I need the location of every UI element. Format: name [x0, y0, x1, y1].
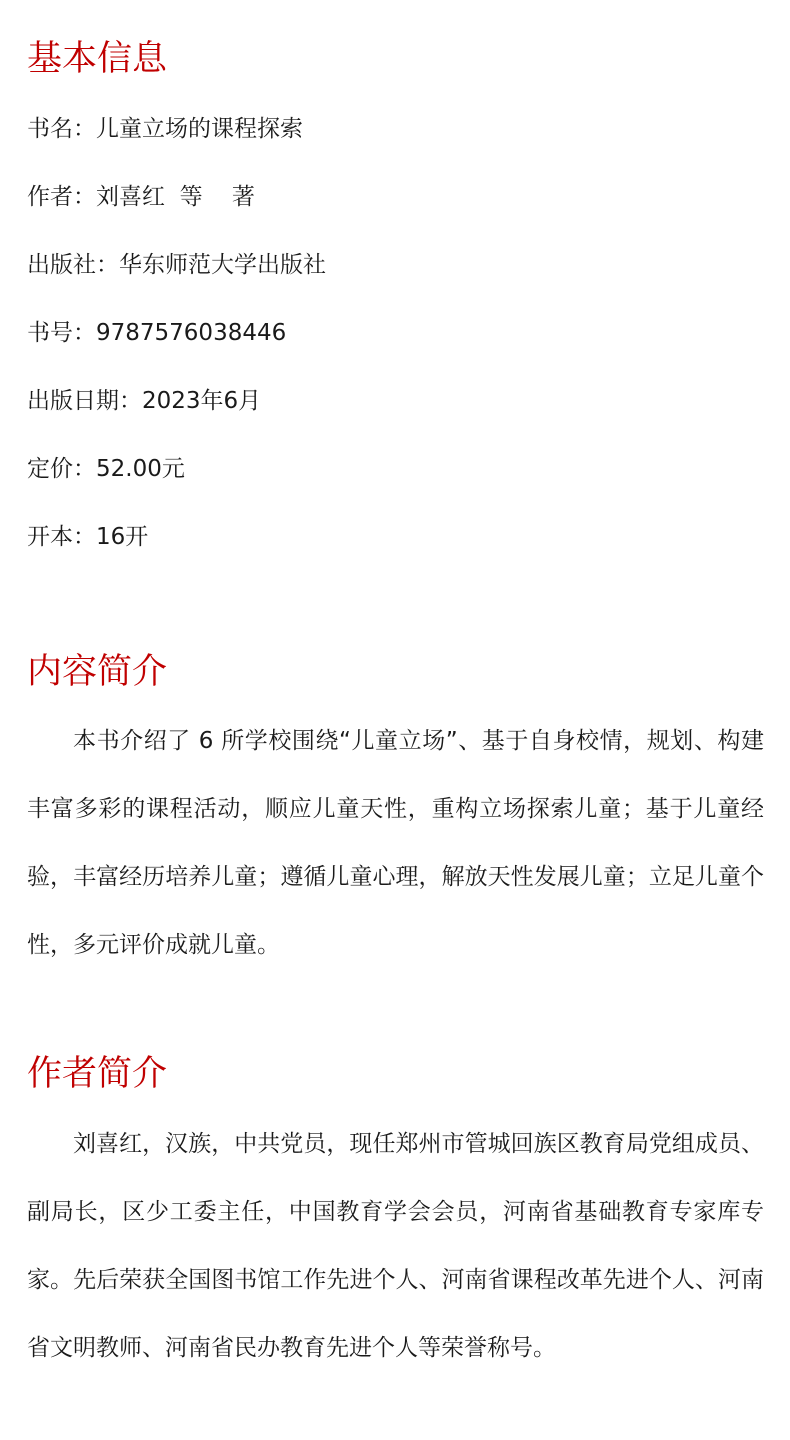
field-label: 开本：	[27, 524, 96, 550]
field-book-name	[27, 118, 303, 141]
field-author	[27, 186, 255, 209]
field-label: 作者：	[27, 184, 96, 210]
field-label: 定价：	[27, 456, 96, 482]
field-publish-date	[27, 390, 261, 413]
field-value: 9787576038446	[96, 320, 287, 346]
content-intro-text: 本书介绍了 6 所学校围绕“儿童立场”、基于自身校情，规划、构建丰富多彩的课程活动，顺应儿童天性，重构立场探索儿童；基于儿童经验，丰富经历培养儿童；遵循儿童心理，解放天性发展儿童；立足儿童个性，多元评价成就儿童。	[27, 728, 764, 958]
field-format	[27, 526, 148, 549]
field-publisher	[27, 254, 326, 277]
field-value: 52.00元	[96, 456, 185, 482]
field-value: 16开	[96, 524, 149, 550]
field-isbn	[27, 322, 286, 345]
field-label: 出版社：	[27, 252, 119, 278]
field-value: 华东师范大学出版社	[119, 252, 326, 278]
basic-info-heading: 基本信息	[27, 39, 168, 79]
field-price	[27, 458, 185, 481]
field-label: 书名：	[27, 116, 96, 142]
author-intro-text: 刘喜红，汉族，中共党员，现任郑州市管城回族区教育局党组成员、副局长，区少工委主任，中国教育学会会员，河南省基础教育专家库专家。先后荣获全国图书馆工作先进个人、河南省课程改革先进个人、河南省文明教师、河南省民办教育先进个人等荣誉称号。	[27, 1131, 764, 1361]
author-intro-heading: 作者简介	[27, 1054, 168, 1094]
field-value: 刘喜红 等 著	[96, 184, 255, 210]
field-value: 2023年6月	[142, 388, 262, 414]
content-intro-heading: 内容简介	[27, 652, 168, 692]
field-label: 书号：	[27, 320, 96, 346]
field-label: 出版日期：	[27, 388, 142, 414]
field-value: 儿童立场的课程探索	[96, 116, 303, 142]
